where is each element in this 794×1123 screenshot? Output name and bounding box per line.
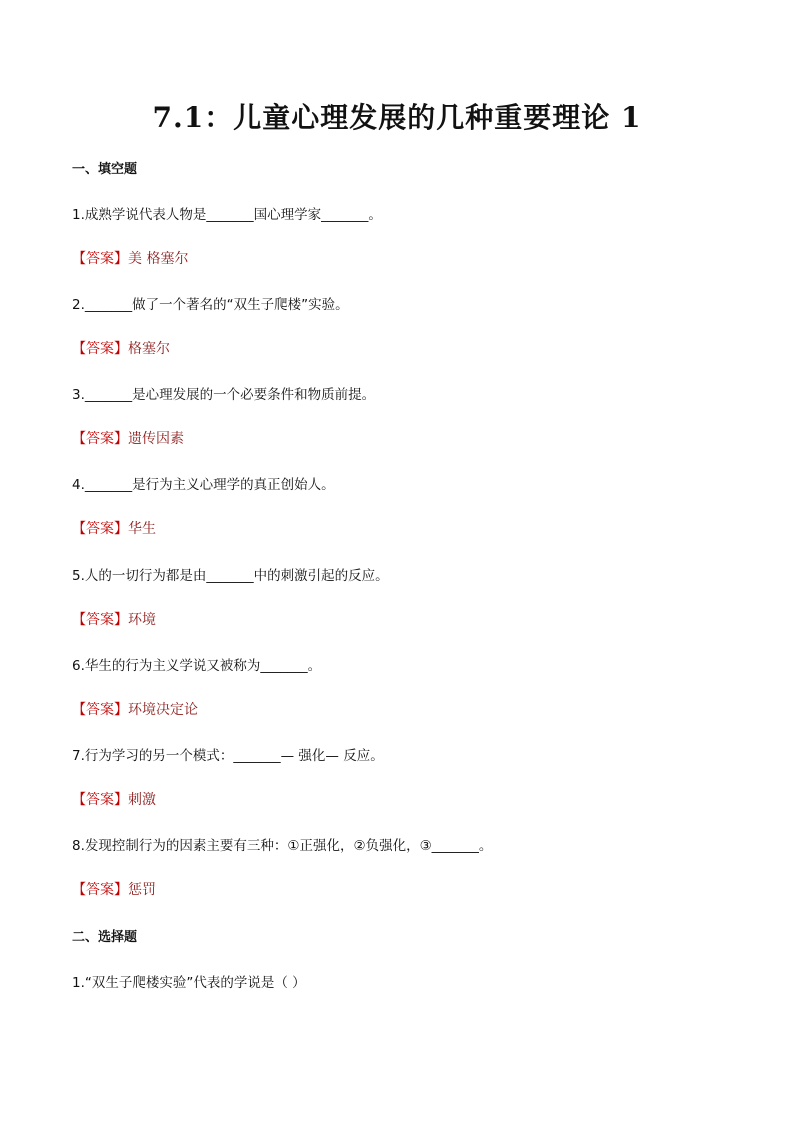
answer-tag: 【答案】 (72, 521, 128, 537)
question-8: 8.发现控制行为的因素主要有三种：①正强化，②负强化，③_______。 (72, 838, 493, 854)
answer-2 (72, 338, 170, 358)
question-7: 7.行为学习的另一个模式：_______— 强化— 反应。 (72, 748, 384, 764)
answer-tag: 【答案】 (72, 702, 128, 718)
answer-text: 华生 (128, 521, 156, 537)
answer-text: 遗传因素 (128, 431, 184, 447)
question-3: 3._______是心理发展的一个必要条件和物质前提。 (72, 387, 376, 403)
question-1: 1.成熟学说代表人物是_______国心理学家_______。 (72, 207, 382, 223)
answer-text: 格塞尔 (128, 341, 170, 357)
answer-tag: 【答案】 (72, 792, 128, 808)
section-heading-multiple-choice: 二、选择题 (72, 930, 138, 945)
question-4: 4._______是行为主义心理学的真正创始人。 (72, 477, 335, 493)
answer-tag: 【答案】 (72, 431, 128, 447)
choice-question-1: 1.“双生子爬楼实验”代表的学说是（ ） (72, 975, 306, 991)
answer-tag: 【答案】 (72, 251, 128, 267)
question-2: 2._______做了一个著名的“双生子爬楼”实验。 (72, 297, 349, 313)
answer-text: 环境 (128, 612, 156, 628)
answer-text: 美 格塞尔 (128, 251, 189, 267)
answer-8 (72, 879, 156, 899)
answer-text: 惩罚 (128, 882, 156, 898)
page-title: 7.1：儿童心理发展的几种重要理论 1 (152, 101, 642, 134)
question-6: 6.华生的行为主义学说又被称为_______。 (72, 658, 322, 674)
answer-5 (72, 609, 156, 629)
section-heading-fill-blank: 一、填空题 (72, 162, 138, 177)
answer-text: 刺激 (128, 792, 156, 808)
answer-1 (72, 248, 188, 268)
answer-tag: 【答案】 (72, 612, 128, 628)
answer-text: 环境决定论 (128, 702, 198, 718)
answer-3 (72, 428, 184, 448)
answer-tag: 【答案】 (72, 341, 128, 357)
answer-tag: 【答案】 (72, 882, 128, 898)
answer-6 (72, 699, 198, 719)
question-5: 5.人的一切行为都是由_______中的刺激引起的反应。 (72, 568, 389, 584)
answer-7 (72, 789, 156, 809)
answer-4 (72, 518, 156, 538)
